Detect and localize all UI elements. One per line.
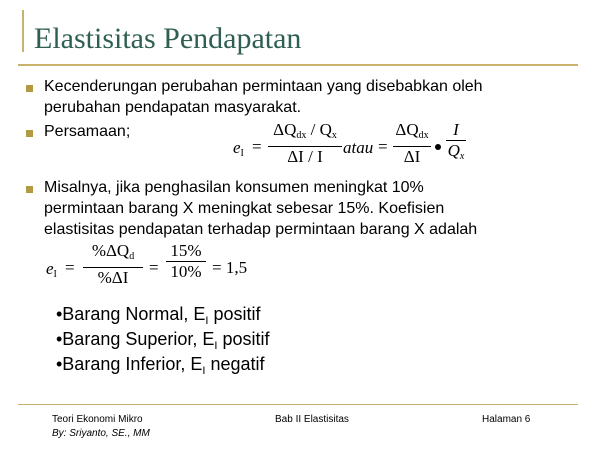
- bullet-3-line-3: elastisitas pendapatan terhadap permintaan barang X adalah: [44, 221, 478, 238]
- slide-title: Elastisitas Pendapatan: [34, 22, 302, 55]
- bullet-1-line-2: perubahan pendapatan masyarakat.: [44, 99, 302, 116]
- goods-list-item: •Barang Normal, $E_I$ positif: [56, 304, 261, 327]
- title-divider: [18, 64, 578, 66]
- title-accent-line: [22, 10, 24, 52]
- fraction-i-over-q: I $Q_x$: [447, 120, 465, 162]
- formula-equals-2: =: [378, 137, 388, 156]
- bullet-marker: [26, 85, 33, 92]
- multiply-dot: [435, 144, 441, 150]
- footer-author: By: Sriyanto, SE., MM: [52, 428, 150, 439]
- bullet-2-text: Persamaan;: [44, 123, 131, 140]
- bullet-marker: [26, 130, 33, 137]
- formula2-lhs: $e_I$: [46, 259, 57, 280]
- formula-equals: =: [252, 137, 262, 156]
- bullet-marker: [26, 186, 33, 193]
- fraction-percent-change: $\%\Delta Q_d$ %ΔI: [83, 241, 143, 288]
- bullet-3-line-2: permintaan barang X meningkat sebesar 15%. Koefisien: [44, 200, 445, 217]
- goods-list-item: •Barang Inferior, $E_I$ negatif: [56, 354, 265, 377]
- formula2-equals: =: [65, 258, 75, 277]
- formula-lhs: $e_I$: [233, 138, 244, 159]
- footer-divider: [18, 404, 578, 405]
- fraction-relative-change: $\Delta Q_{dx} / Q_x$ ΔI / I: [268, 120, 342, 167]
- goods-list-item: •Barang Superior, $E_I$ positif: [56, 329, 270, 352]
- bullet-1-line-1: Kecenderungan perubahan permintaan yang disebabkan oleh: [44, 78, 483, 95]
- footer-chapter: Bab II Elastisitas: [275, 414, 349, 425]
- formula2-equals-2: =: [149, 258, 159, 277]
- formula2-result: = 1,5: [212, 258, 248, 277]
- footer-course-title: Teori Ekonomi Mikro: [52, 414, 143, 425]
- fraction-15-over-10: 15% 10%: [166, 241, 206, 282]
- fraction-delta-q-over-delta-i: $\Delta Q_{dx}$ ΔI: [393, 120, 431, 167]
- bullet-3-line-1: Misalnya, jika penghasilan konsumen meningkat 10%: [44, 179, 424, 196]
- footer-page-number: Halaman 6: [482, 414, 531, 425]
- formula-atau: atau: [343, 138, 374, 157]
